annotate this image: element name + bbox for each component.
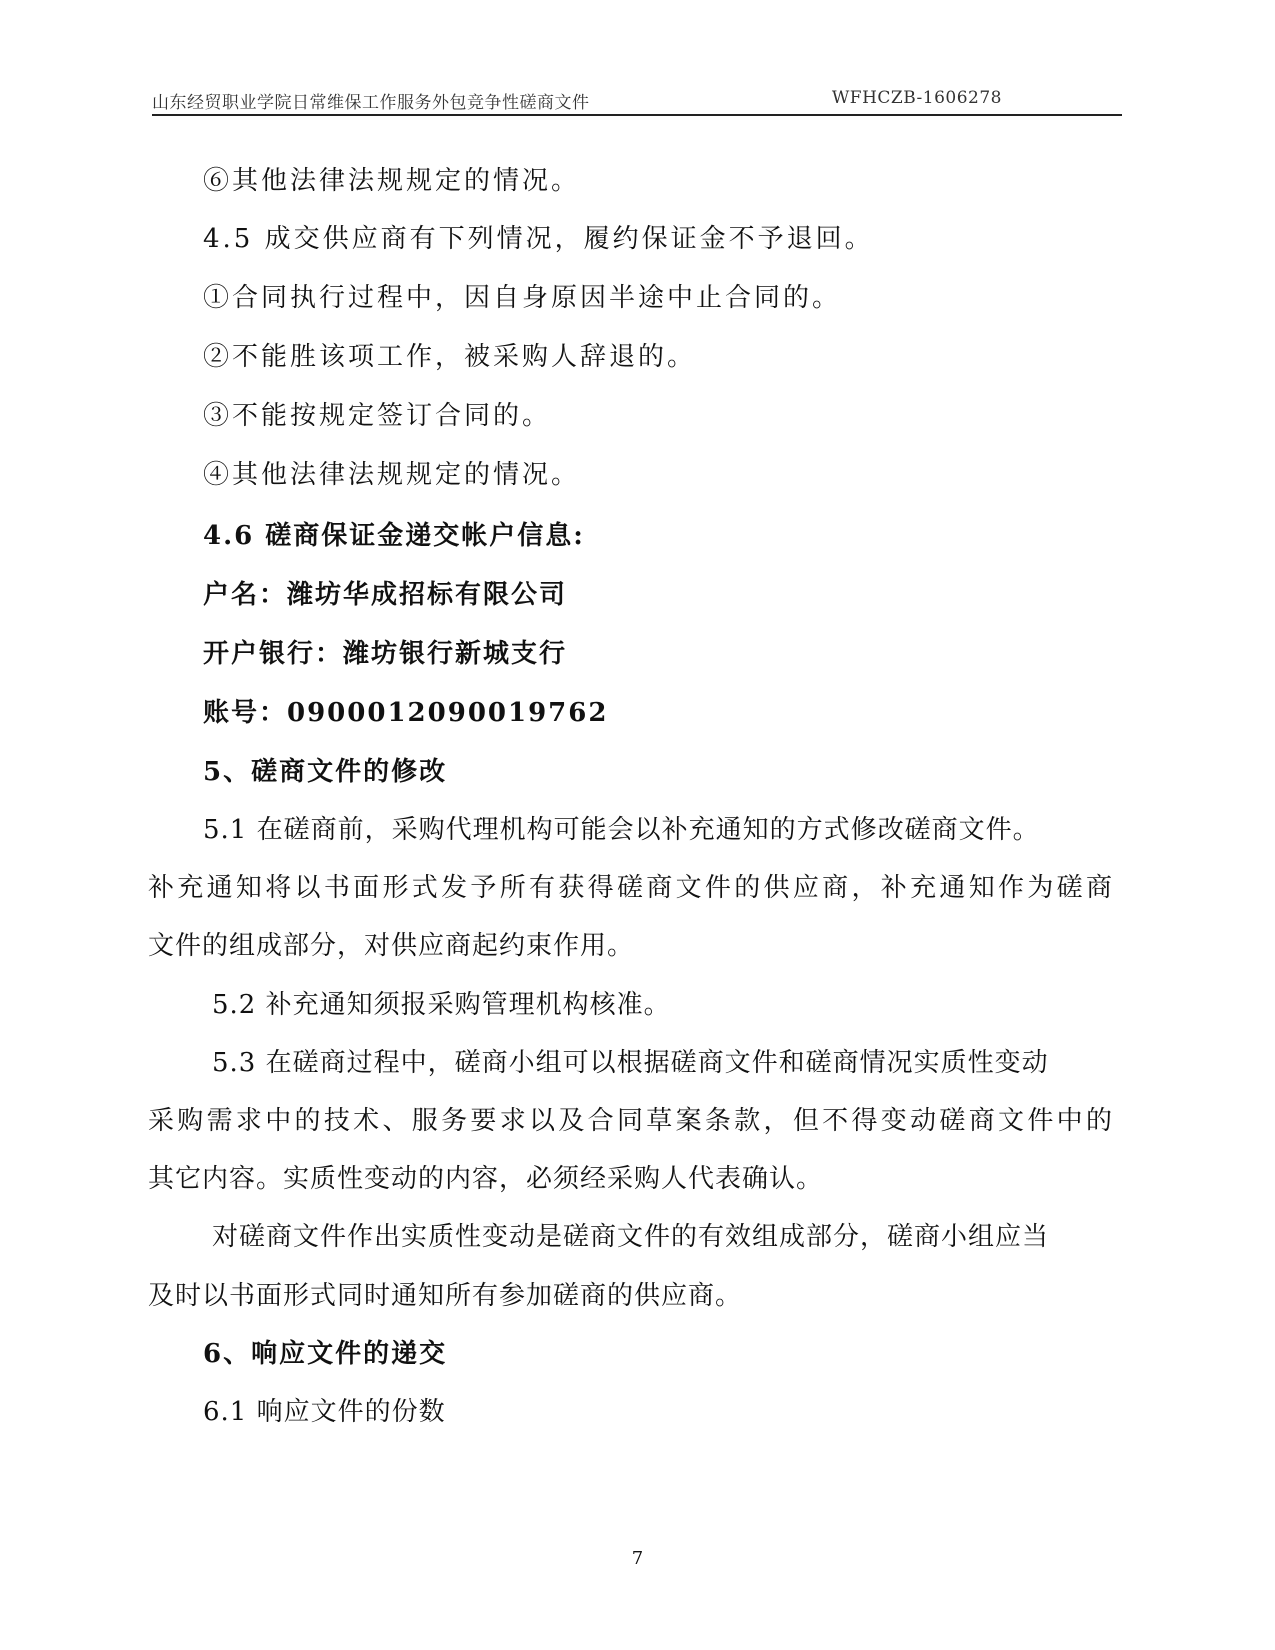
page-number: 7 bbox=[631, 1548, 644, 1569]
page-header bbox=[152, 86, 1122, 116]
paragraph-line: ②不能胜该项工作，被采购人辞退的。 bbox=[203, 342, 697, 372]
paragraph-line: 5.1 在磋商前，采购代理机构可能会以补充通知的方式修改磋商文件。 bbox=[203, 815, 1040, 845]
paragraph-line: 6.1 响应文件的份数 bbox=[203, 1397, 446, 1427]
paragraph-line: ⑥其他法律法规规定的情况。 bbox=[203, 166, 581, 196]
paragraph-line: 补充通知将以书面形式发予所有获得磋商文件的供应商，补充通知作为磋商 bbox=[148, 873, 1113, 903]
paragraph-line: 5.3 在磋商过程中，磋商小组可以根据磋商文件和磋商情况实质性变动 bbox=[212, 1048, 1049, 1078]
paragraph-line: 5.2 补充通知须报采购管理机构核准。 bbox=[212, 990, 671, 1020]
bank-name: 开户银行：潍坊银行新城支行 bbox=[203, 639, 568, 669]
section-heading: 4.6 磋商保证金递交帐户信息: bbox=[203, 521, 585, 551]
paragraph-line: 文件的组成部分，对供应商起约束作用。 bbox=[148, 931, 635, 961]
document-title: 山东经贸职业学院日常维保工作服务外包竞争性磋商文件 bbox=[152, 93, 590, 113]
paragraph-line: 4.5 成交供应商有下列情况，履约保证金不予退回。 bbox=[203, 224, 874, 254]
paragraph-line: ①合同执行过程中，因自身原因半途中止合同的。 bbox=[203, 283, 842, 313]
section-heading: 6、响应文件的递交 bbox=[203, 1339, 448, 1369]
paragraph-line: 采购需求中的技术、服务要求以及合同草案条款，但不得变动磋商文件中的 bbox=[148, 1106, 1113, 1136]
paragraph-line: 及时以书面形式同时通知所有参加磋商的供应商。 bbox=[148, 1281, 743, 1311]
account-name: 户名：潍坊华成招标有限公司 bbox=[203, 580, 568, 610]
section-heading: 5、磋商文件的修改 bbox=[203, 757, 448, 787]
paragraph-line: 对磋商文件作出实质性变动是磋商文件的有效组成部分，磋商小组应当 bbox=[212, 1222, 1050, 1252]
paragraph-line: ④其他法律法规规定的情况。 bbox=[203, 460, 581, 490]
paragraph-line: 其它内容。实质性变动的内容，必须经采购人代表确认。 bbox=[148, 1164, 824, 1194]
paragraph-line: ③不能按规定签订合同的。 bbox=[203, 401, 552, 431]
document-code: WFHCZB-1606278 bbox=[831, 88, 1002, 108]
account-number: 账号：0900012090019762 bbox=[203, 698, 609, 728]
